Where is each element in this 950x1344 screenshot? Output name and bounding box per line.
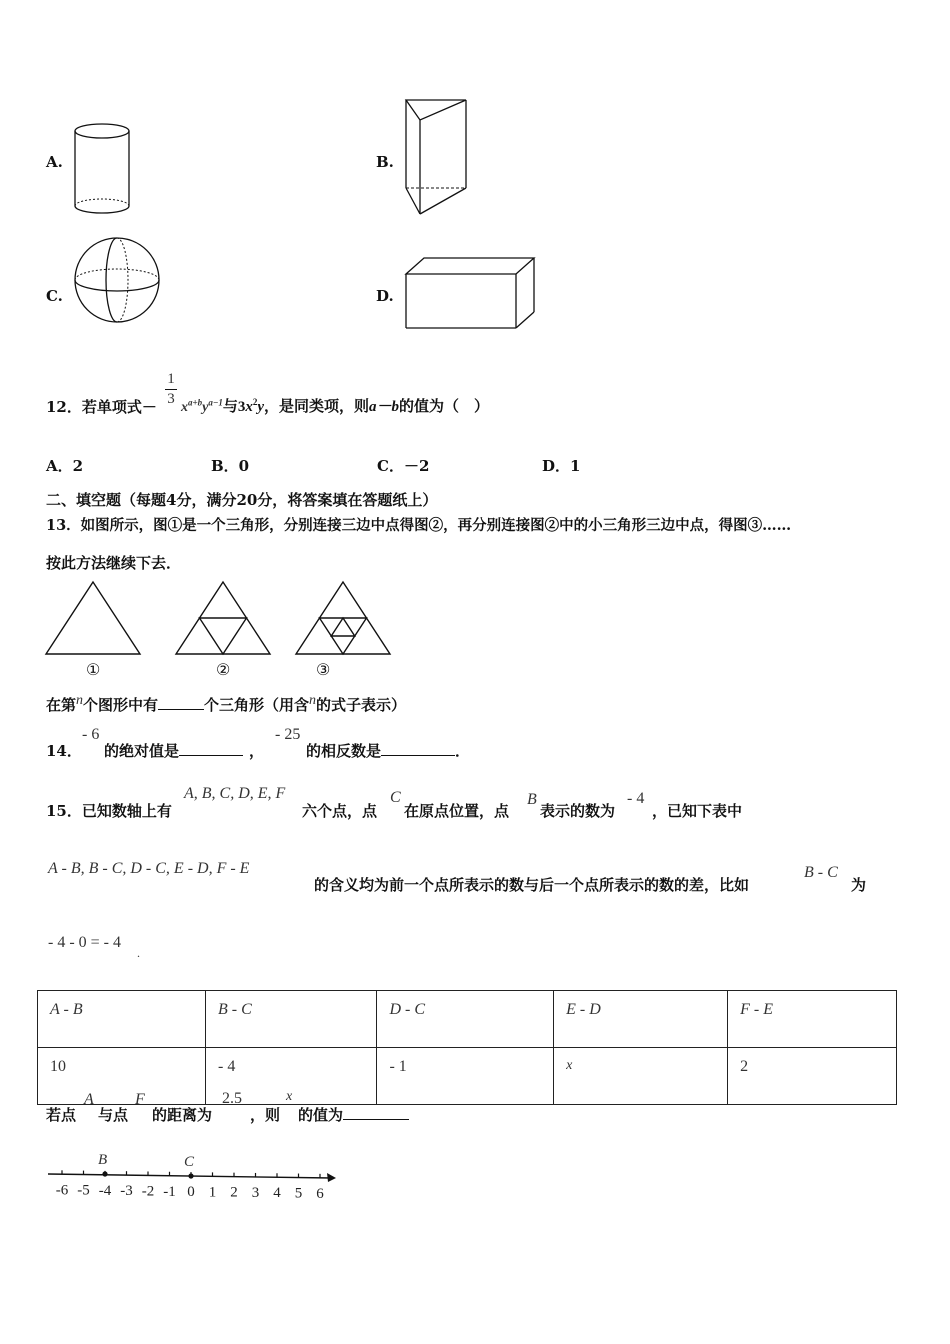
number-line-tick-label: -2 xyxy=(141,1183,155,1200)
q12-option-b: B．0 xyxy=(211,457,250,475)
q15-ask-dist: 2.5 xyxy=(222,1090,242,1107)
table-header-cell: D - C xyxy=(377,991,554,1048)
q14-part1 xyxy=(104,740,264,761)
q15-points: A, B, C, D, E, F xyxy=(184,785,286,802)
figure-label-3: ③ xyxy=(316,660,331,679)
number-line-tick-label: 5 xyxy=(294,1185,303,1202)
difference-table xyxy=(37,990,897,1105)
q12-frac-num: 1 xyxy=(167,371,175,387)
number-line-tick-label: -6 xyxy=(55,1182,69,1199)
q13-question xyxy=(46,693,406,715)
triangular-prism-figure xyxy=(400,96,472,220)
q15-ask-mid2: 的距离为 xyxy=(152,1106,213,1124)
q12-right: ，是同类项，则 xyxy=(264,397,370,415)
q14-end: ． xyxy=(455,742,471,760)
q13-var-n: n xyxy=(76,693,84,708)
q13-ask-end: 的式子表示） xyxy=(316,696,407,714)
q13-ask-mid: 个图形中有 xyxy=(83,696,159,714)
number-line-tick-label: 3 xyxy=(251,1184,260,1201)
table-header-cell: B - C xyxy=(206,991,377,1048)
q15-t5: 的含义均为前一个点所表示的数与后一个点所表示的数的差，比如 xyxy=(314,876,750,894)
cylinder-figure xyxy=(70,118,140,220)
q13-ask-mid2: 个三角形（用含 xyxy=(204,696,310,714)
q12-option-d: D．1 xyxy=(542,457,581,475)
q12-option-c: C．－2 xyxy=(377,457,430,475)
q14-sep: ， xyxy=(249,742,265,760)
figure-label-1: ① xyxy=(86,660,101,679)
number-line-tick-label: 2 xyxy=(230,1184,238,1201)
q15-answer-blank[interactable] xyxy=(343,1105,409,1120)
q15-t2: 在原点位置，点 xyxy=(404,802,510,820)
q15-c: C xyxy=(390,789,401,806)
q13-answer-blank[interactable] xyxy=(158,695,204,710)
q12-fraction xyxy=(165,371,177,408)
q14-number: 14． xyxy=(46,742,82,760)
table-cell: - 1 xyxy=(377,1048,554,1105)
table-cell: x xyxy=(554,1048,728,1105)
table-header-cell: A - B xyxy=(38,991,206,1048)
number-line-tick-label: 1 xyxy=(208,1184,217,1201)
number-line-tick-label: -4 xyxy=(98,1182,112,1199)
q15-ask-end-wrap xyxy=(298,1104,409,1125)
number-line-tick-label: -3 xyxy=(120,1183,133,1200)
q13-line2: 按此方法继续下去． xyxy=(46,554,182,572)
q14-blank-1[interactable] xyxy=(179,741,243,756)
q12-ab: a－b xyxy=(369,399,400,415)
q15-ask-a: A xyxy=(84,1091,94,1108)
q12-mid: 与 xyxy=(222,397,238,415)
q15-bval: - 4 xyxy=(627,790,645,807)
point-b-dot xyxy=(102,1171,107,1176)
q15-example: - 4 - 0 = - 4 xyxy=(48,934,122,951)
table-header-row xyxy=(38,991,897,1048)
q15-ask-x: x xyxy=(286,1089,293,1104)
table-header-cell: F - E xyxy=(728,991,897,1048)
q15-t6: 为 xyxy=(851,876,867,894)
cuboid-figure xyxy=(402,254,540,334)
table-cell: 2 xyxy=(728,1048,897,1105)
option-a-label: A. xyxy=(46,153,63,171)
q15-ask-prefix: 若点 xyxy=(46,1106,77,1124)
number-line-arrow xyxy=(327,1173,336,1182)
q15-ask-mid: 与点 xyxy=(98,1106,129,1124)
number-line-tick-label: 0 xyxy=(187,1184,195,1201)
q15-ask-mid3: ，则 xyxy=(250,1106,281,1124)
q14-text2: 的相反数是 xyxy=(306,742,382,760)
table-cell: 10 xyxy=(38,1048,206,1105)
table-header-cell: E - D xyxy=(554,991,728,1048)
q12-stem xyxy=(46,396,157,417)
q12-end: 的值为（ ） xyxy=(399,397,490,415)
q12-option-a: A．2 xyxy=(46,457,84,475)
q13-line1: 13．如图所示，图①是一个三角形，分别连接三边中点得图②，再分别连接图②中的小三角形三边中点，得图③…… xyxy=(46,517,792,534)
section2-heading: 二、填空题（每题4分，满分20分，将答案填在答题纸上） xyxy=(46,491,438,509)
q12-expression: $x^{a+b}y^{a-1}$与$3x^2y$，是同类项，则a－b的值为（ ） xyxy=(181,397,490,415)
number-line xyxy=(40,1148,350,1210)
q12-number: 12．若单项式－ xyxy=(46,398,157,416)
number-line-tick-label: -1 xyxy=(163,1183,176,1200)
option-d-label: D. xyxy=(376,287,394,305)
q15-t3: 表示的数为 xyxy=(540,802,616,820)
figure-label-2: ② xyxy=(216,660,231,679)
q15-b: B xyxy=(527,791,537,808)
option-b-label: B. xyxy=(376,153,394,171)
q15-t4: ，已知下表中 xyxy=(652,802,743,820)
option-c-label: C. xyxy=(46,287,63,305)
number-line-tick-label: 4 xyxy=(273,1185,281,1202)
q15-ask-f: F xyxy=(135,1091,145,1108)
q14-val1: - 6 xyxy=(82,726,100,743)
q14-val2: - 25 xyxy=(275,726,301,743)
table-cell: - 4 xyxy=(206,1048,377,1105)
q15-bc: B - C xyxy=(804,864,838,881)
q15-example-end: . xyxy=(137,946,140,960)
point-c-label: C xyxy=(184,1154,195,1170)
number-line-tick-label: 6 xyxy=(316,1185,324,1202)
point-c-dot xyxy=(188,1173,193,1178)
q14-text1: 的绝对值是 xyxy=(104,742,180,760)
point-b-label: B xyxy=(98,1152,108,1168)
q15-number: 15．已知数轴上有 xyxy=(46,802,172,820)
table-row xyxy=(38,1048,897,1105)
q13-var-n-2: n xyxy=(309,693,317,708)
q15-diffs: A - B, B - C, D - C, E - D, F - E xyxy=(48,860,250,877)
q12-frac-den: 3 xyxy=(167,391,175,407)
q14-blank-2[interactable] xyxy=(381,741,455,756)
q13-ask-prefix: 在第 xyxy=(46,696,77,714)
number-line-tick-label: -5 xyxy=(77,1182,90,1199)
sphere-figure xyxy=(72,234,164,328)
q15-ask-end: 的值为 xyxy=(298,1106,344,1124)
q14-part2 xyxy=(306,740,470,761)
q15-t1: 六个点，点 xyxy=(302,802,378,820)
